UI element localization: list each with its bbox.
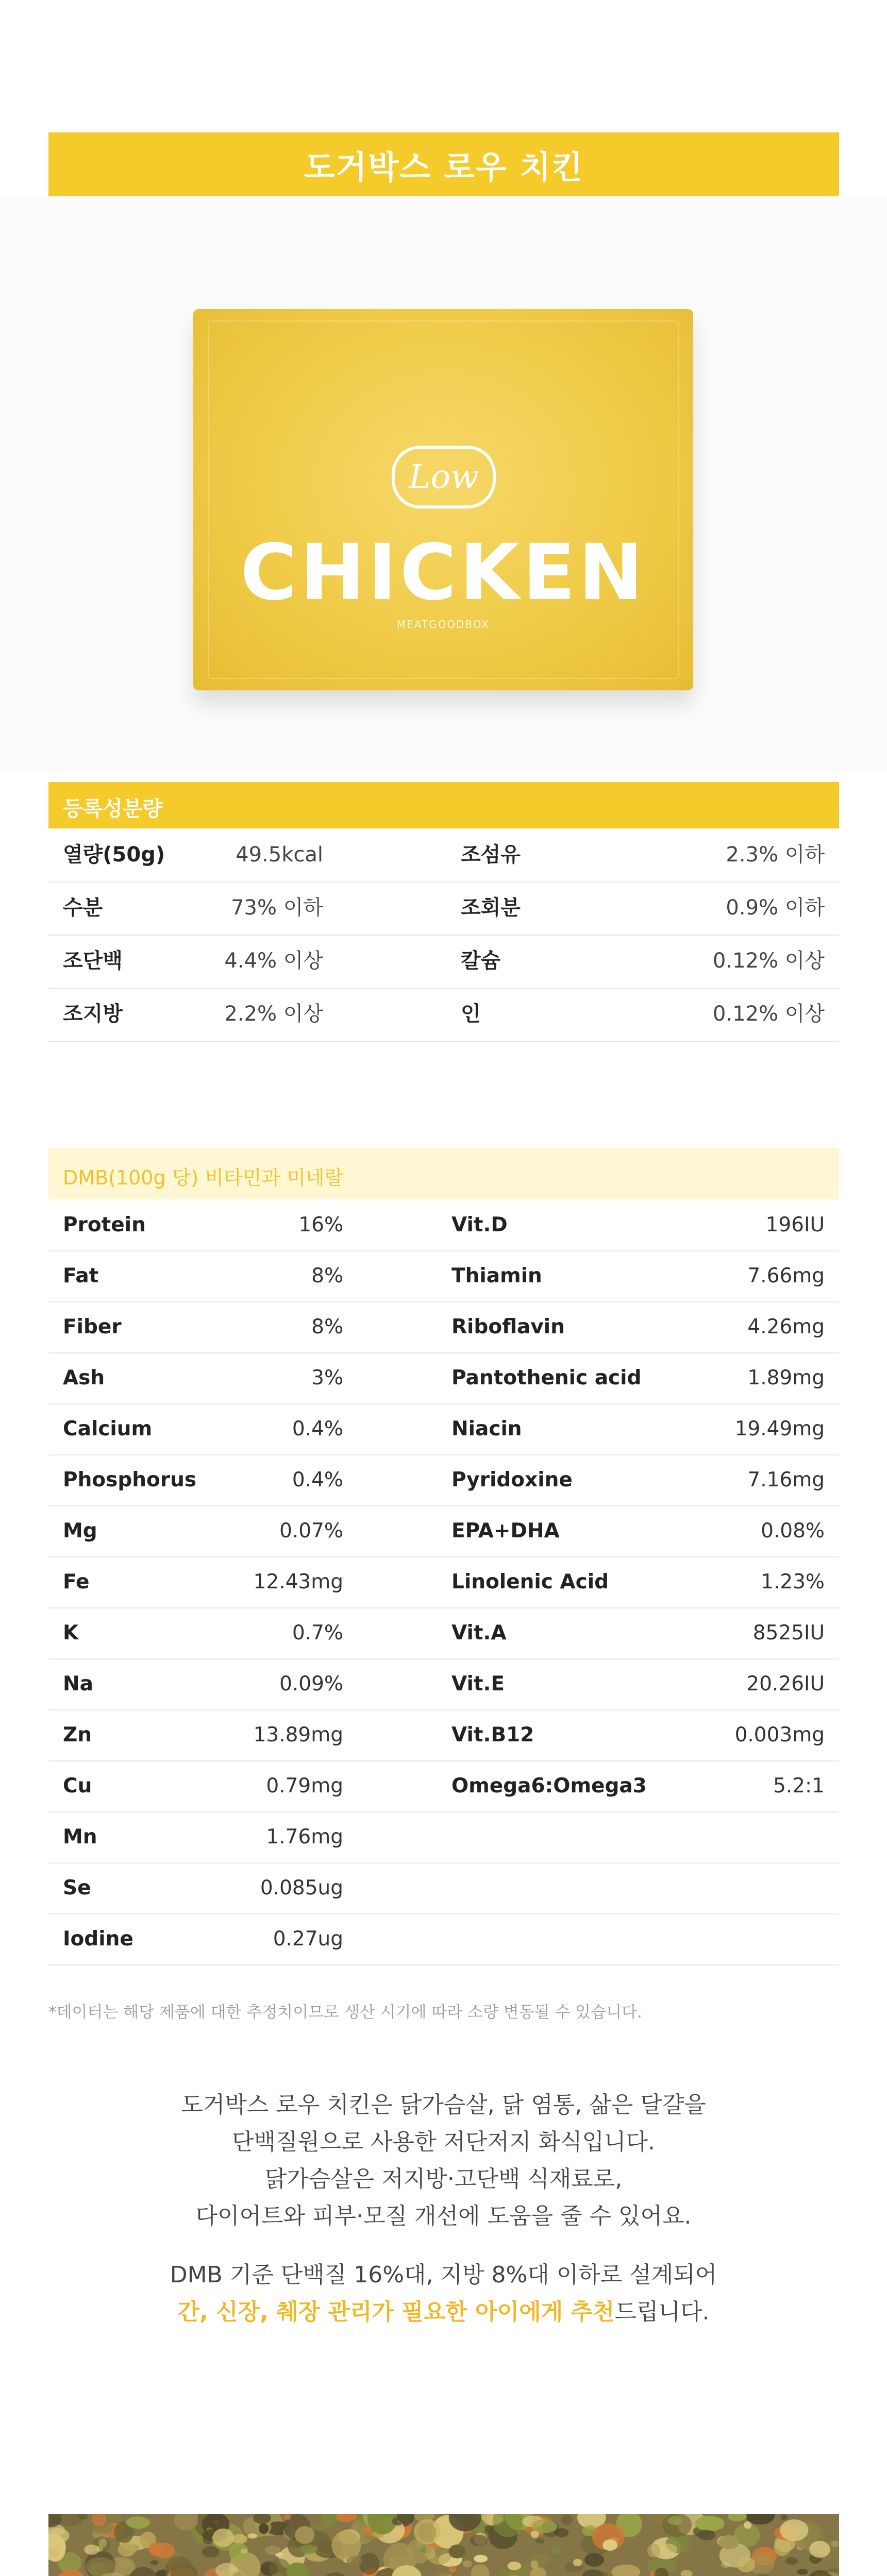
dmb-value: 7.16mg	[747, 1468, 825, 1492]
dmb-row	[48, 1250, 839, 1302]
description-highlight: 간, 신장, 췌장 관리가 필요한 아이에게 추천	[177, 2299, 615, 2325]
dmb-value: 12.43mg	[253, 1570, 343, 1594]
description-line-6	[0, 2294, 887, 2331]
nutrient-value: 2.2% 이상	[224, 1002, 323, 1026]
dmb-header	[48, 1148, 839, 1199]
nutrient-value: 4.4% 이상	[224, 949, 323, 973]
dmb-value: 8%	[311, 1315, 343, 1338]
dmb-value: 8%	[311, 1264, 343, 1287]
registration-row	[48, 935, 839, 989]
description-line-2: 단백질원으로 사용한 저단저지 화식입니다.	[231, 2129, 655, 2155]
dmb-value: 16%	[298, 1213, 343, 1236]
description-line-3: 닭가슴살은 저지방·고단백 식재료로,	[264, 2166, 623, 2192]
dmb-label: Pantothenic acid	[451, 1366, 642, 1389]
dmb-label: Fat	[63, 1264, 99, 1287]
dmb-label: Linolenic Acid	[451, 1570, 609, 1594]
description-line-6-rest: 드립니다.	[614, 2299, 710, 2325]
page-title-bar	[48, 132, 839, 196]
dmb-value: 8525IU	[752, 1621, 825, 1645]
dmb-value: 1.89mg	[747, 1366, 825, 1389]
description-line-1: 도거박스 로우 치킨은 닭가슴살, 닭 염통, 삶은 달걀을	[181, 2092, 706, 2118]
dmb-label: Mg	[63, 1519, 97, 1543]
dmb-label: Fe	[63, 1570, 90, 1594]
product-package	[193, 309, 693, 690]
dmb-row	[48, 1352, 839, 1404]
registration-row	[48, 882, 839, 936]
dmb-label: Vit.B12	[451, 1723, 534, 1747]
nutrient-value: 49.5kcal	[236, 843, 323, 867]
dmb-label: Niacin	[451, 1417, 522, 1440]
nutrient-value: 0.12% 이상	[712, 949, 825, 973]
dmb-row	[48, 1556, 839, 1608]
low-badge	[392, 446, 496, 509]
dmb-row	[48, 1454, 839, 1506]
nutrient-value: 0.9% 이하	[726, 896, 825, 920]
dmb-value: 7.66mg	[747, 1264, 825, 1287]
nutrient-label: 조지방	[63, 1002, 123, 1026]
dmb-value: 0.085ug	[260, 1876, 343, 1900]
dmb-value: 0.4%	[292, 1417, 343, 1440]
dmb-value: 196IU	[765, 1213, 825, 1236]
dmb-row	[48, 1199, 839, 1251]
dmb-row	[48, 1709, 839, 1761]
dmb-label: Fiber	[63, 1315, 122, 1338]
dmb-label: Omega6:Omega3	[451, 1774, 647, 1798]
dmb-value: 3%	[311, 1366, 343, 1389]
registration-row	[48, 988, 839, 1042]
dmb-label: K	[63, 1621, 79, 1645]
nutrient-label: 수분	[63, 896, 103, 920]
dmb-header-text: DMB(100g 당) 비타민과 미네랄	[63, 1166, 344, 1189]
dmb-row	[48, 1913, 839, 1965]
dmb-value: 1.23%	[761, 1570, 825, 1594]
nutrient-label: 조단백	[63, 949, 123, 973]
registration-header-text: 등록성분량	[63, 797, 163, 821]
dmb-row	[48, 1403, 839, 1455]
dmb-label: Mn	[63, 1825, 97, 1849]
dmb-row	[48, 1811, 839, 1863]
dmb-label: Cu	[63, 1774, 92, 1798]
nutrient-label: 조회분	[461, 896, 521, 920]
package-name: CHICKEN	[240, 528, 646, 618]
dmb-value: 0.07%	[279, 1519, 343, 1543]
dmb-value: 20.26IU	[746, 1672, 825, 1696]
nutrient-value: 0.12% 이상	[712, 1002, 825, 1026]
dmb-value: 1.76mg	[266, 1825, 343, 1849]
dmb-row	[48, 1505, 839, 1557]
dmb-label: Ash	[63, 1366, 105, 1389]
dmb-value: 0.08%	[761, 1519, 825, 1543]
low-badge-text: Low	[409, 458, 479, 496]
dmb-value: 5.2:1	[773, 1774, 825, 1798]
dmb-label: Riboflavin	[451, 1315, 565, 1338]
dmb-row	[48, 1862, 839, 1914]
dmb-label: Pyridoxine	[451, 1468, 573, 1492]
dmb-label: Vit.D	[451, 1213, 508, 1236]
description-line-4: 다이어트와 피부·모질 개선에 도움을 줄 수 있어요.	[195, 2203, 692, 2229]
dmb-value: 13.89mg	[253, 1723, 343, 1747]
description-line-5: DMB 기준 단백질 16%대, 지방 8%대 이하로 설계되어	[170, 2262, 717, 2288]
dmb-label: Na	[63, 1672, 93, 1696]
dmb-row	[48, 1658, 839, 1710]
dmb-row	[48, 1301, 839, 1353]
registration-row	[48, 828, 839, 883]
dmb-label: Iodine	[63, 1927, 133, 1951]
dmb-label: Thiamin	[451, 1264, 542, 1287]
dmb-row	[48, 1607, 839, 1659]
dmb-label: Calcium	[63, 1417, 153, 1440]
dmb-label: Vit.A	[451, 1621, 507, 1645]
registration-header	[48, 782, 839, 828]
food-texture	[48, 2514, 839, 2576]
dmb-value: 0.7%	[292, 1621, 343, 1645]
dmb-value: 0.09%	[279, 1672, 343, 1696]
nutrient-value: 2.3% 이하	[726, 843, 825, 867]
dmb-label: Vit.E	[451, 1672, 505, 1696]
dmb-label: EPA+DHA	[451, 1519, 560, 1543]
nutrient-label: 조섬유	[461, 843, 521, 867]
dmb-row	[48, 1760, 839, 1812]
dmb-value: 4.26mg	[747, 1315, 825, 1338]
dmb-value: 19.49mg	[734, 1417, 825, 1440]
dmb-label: Protein	[63, 1213, 146, 1236]
dmb-value: 0.27ug	[273, 1927, 343, 1951]
dmb-label: Se	[63, 1876, 91, 1900]
dmb-label: Phosphorus	[63, 1468, 197, 1492]
disclaimer-text: *데이터는 해당 제품에 대한 추정치이므로 생산 시기에 따라 소량 변동될 수 있습니다.	[48, 2003, 642, 2022]
dmb-value: 0.4%	[292, 1468, 343, 1492]
food-photo	[48, 2514, 839, 2576]
dmb-value: 0.79mg	[266, 1774, 343, 1798]
dmb-value: 0.003mg	[734, 1723, 825, 1747]
nutrient-label: 칼슘	[461, 949, 501, 973]
package-brand: MEATGOODBOX	[396, 618, 490, 631]
dmb-label: Zn	[63, 1723, 92, 1747]
nutrient-label: 열량(50g)	[63, 843, 165, 867]
nutrient-label: 인	[461, 1002, 481, 1026]
page-title: 도거박스 로우 치킨	[304, 148, 584, 186]
nutrient-value: 73% 이하	[231, 896, 323, 920]
